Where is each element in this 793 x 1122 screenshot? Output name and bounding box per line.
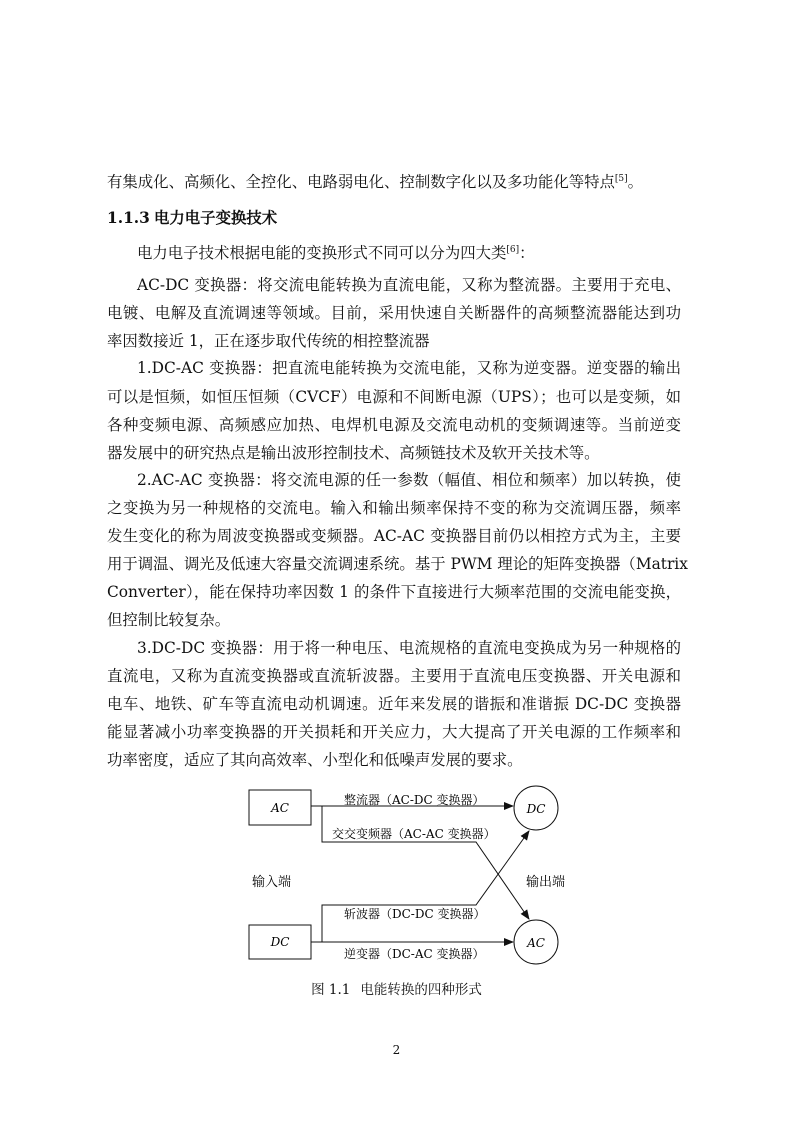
paragraph-ac-ac-line: 发生变化的称为周波变换器或变频器。AC-AC 变换器目前仍以相控方式为主，主要: [107, 527, 681, 545]
paragraph-dc-ac-line: 1.DC-AC 变换器：把直流电能转换为交流电能，又称为逆变器。逆变器的输出: [137, 359, 681, 377]
section-title: 电力电子变换技术: [154, 209, 278, 227]
paragraph-intro: [137, 243, 681, 263]
paragraph-dc-ac-line: 各种变频电源、高频感应加热、电焊机电源及交流电动机的变频调速等。当前逆变: [107, 416, 681, 434]
paragraph-continuation: [107, 172, 681, 192]
input-side-label: 输入端: [252, 875, 292, 890]
paragraph-dc-dc-line: 功率密度，适应了其向高效率、小型化和低噪声发展的要求。: [107, 751, 523, 769]
chopper-arrow: [322, 831, 529, 942]
input-dc-label: DC: [270, 935, 290, 949]
citation-ref: [6]: [506, 245, 520, 255]
paragraph-ac-dc-line: AC-DC 变换器：将交流电能转换为直流电能，又称为整流器。主要用于充电、: [137, 276, 681, 294]
section-number: 1.1.3: [107, 209, 150, 227]
text-run: 电力电子技术根据电能的变换形式不同可以分为四大类: [137, 244, 507, 262]
paragraph-dc-dc-line: 3.DC-DC 变换器：用于将一种电压、电流规格的直流电变换成为另一种规格的: [137, 639, 681, 657]
figure-caption: [0, 978, 793, 998]
paragraph-dc-dc-line: 能显著减小功率变换器的开关损耗和开关应力，大大提高了开关电源的工作频率和: [107, 723, 681, 741]
figure-title: 电能转换的四种形式: [360, 982, 482, 998]
output-side-label: 输出端: [526, 875, 566, 890]
page-number: 2: [392, 1043, 401, 1057]
text-run: 有集成化、高频化、全控化、电路弱电化、控制数字化以及多功能化等特点: [107, 173, 615, 191]
chopper-label: 斩波器（DC-DC 变换器）: [344, 907, 486, 921]
paragraph-ac-dc-line: 率因数接近 1，正在逐步取代传统的相控整流器: [107, 332, 430, 350]
paragraph-dc-ac-line: 器发展中的研究热点是输出波形控制技术、高频链技术及软开关技术等。: [107, 444, 600, 462]
cycloconverter-arrow: [322, 806, 529, 919]
paragraph-ac-ac-line: Converter），能在保持功率因数 1 的条件下直接进行大频率范围的交流电能变换，: [107, 583, 681, 601]
citation-ref: [5]: [614, 174, 628, 184]
paragraph-dc-dc-line: 直流电，又称为直流变换器或直流斩波器。主要用于直流电压变换器、开关电源和: [107, 667, 681, 685]
figure-number: 图 1.1: [311, 982, 351, 998]
paragraph-ac-dc-line: 电镀、电解及直流调速等领域。目前，采用快速自关断器件的高频整流器能达到功: [107, 304, 681, 322]
input-ac-label: AC: [271, 801, 289, 815]
conversion-diagram: [240, 782, 570, 972]
output-dc-label: DC: [526, 802, 546, 816]
output-ac-label: AC: [527, 936, 545, 950]
text-run: ：: [519, 244, 535, 262]
paragraph-ac-ac-line: 但控制比较复杂。: [107, 611, 231, 629]
section-heading: [107, 208, 681, 228]
text-run: 。: [627, 173, 644, 191]
paragraph-ac-ac-line: 之变换为另一种规格的交流电。输入和输出频率保持不变的称为交流调压器，频率: [107, 499, 681, 517]
paragraph-ac-ac-line: 用于调温、调光及低速大容量交流调速系统。基于 PWM 理论的矩阵变换器（Matrix: [107, 555, 688, 573]
paragraph-dc-dc-line: 电车、地铁、矿车等直流电动机调速。近年来发展的谐振和准谐振 DC-DC 变换器: [107, 695, 681, 713]
inverter-label: 逆变器（DC-AC 变换器）: [344, 947, 485, 961]
rectifier-label: 整流器（AC-DC 变换器）: [344, 793, 485, 807]
paragraph-ac-ac-line: 2.AC-AC 变换器：将交流电源的任一参数（幅值、相位和频率）加以转换，使: [137, 471, 681, 489]
cycloconverter-label: 交交变频器（AC-AC 变换器）: [332, 827, 496, 841]
paragraph-dc-ac-line: 可以是恒频，如恒压恒频（CVCF）电源和不间断电源（UPS）；也可以是变频，如: [107, 388, 681, 406]
